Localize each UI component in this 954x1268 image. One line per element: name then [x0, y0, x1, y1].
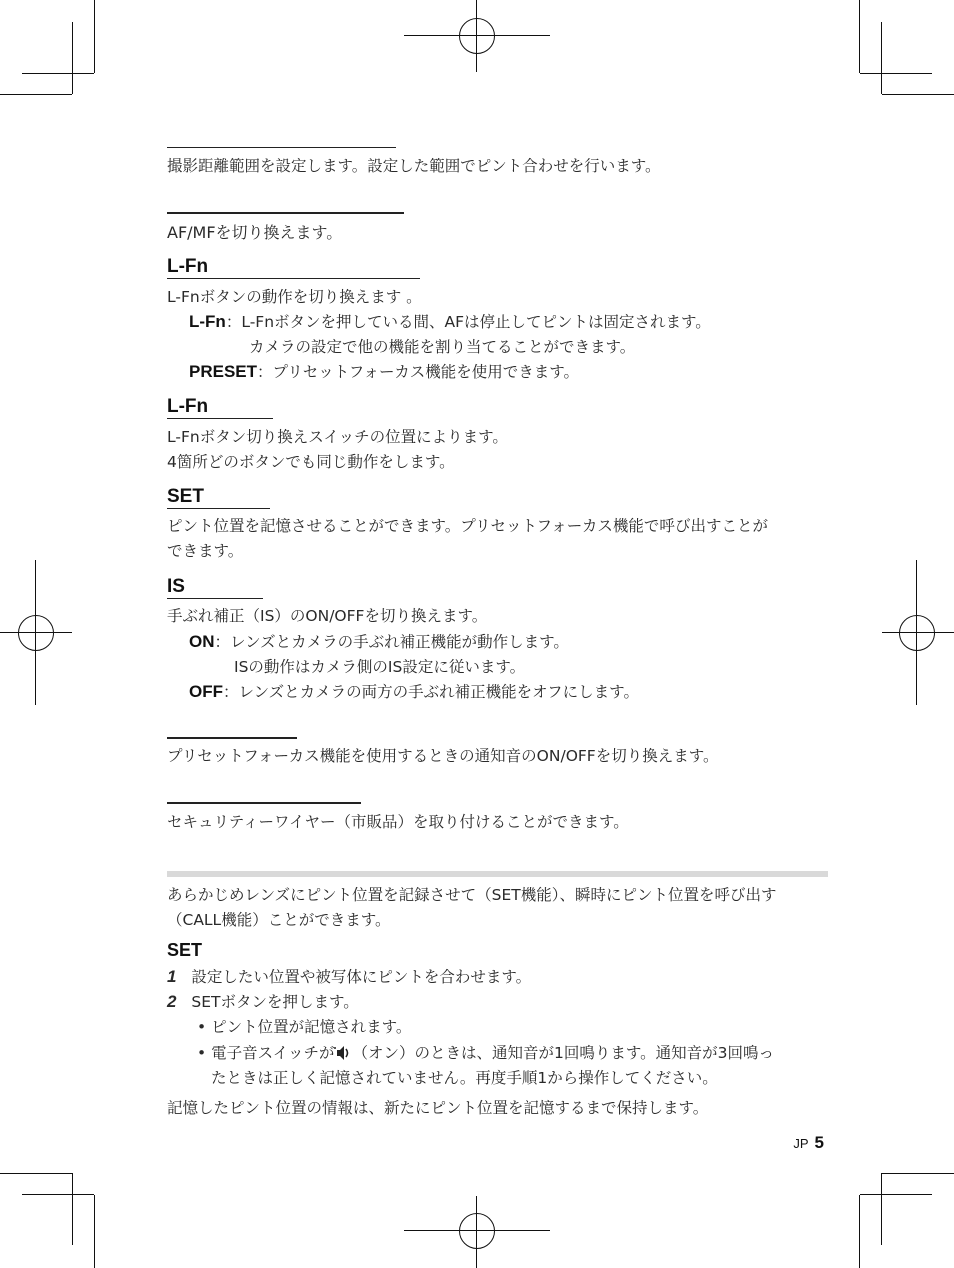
section-rule	[167, 802, 361, 804]
focus-limiter-description: 撮影距離範囲を設定します。設定した範囲でピント合わせを行います。	[167, 157, 661, 175]
language-label: JP	[793, 1136, 809, 1151]
page-number: 5	[814, 1133, 824, 1152]
is-option-on	[189, 630, 569, 652]
preset-note: 記憶したピント位置の情報は、新たにピント位置を記憶するまで保持します。	[167, 1099, 709, 1117]
bullet-2-text-b: （オン）のときは、通知音が1回鳴ります。通知音が3回鳴っ	[352, 1044, 774, 1062]
section-rule	[167, 737, 297, 739]
lfn-option-label: L-Fn	[189, 312, 226, 331]
step-2	[167, 990, 359, 1012]
off-option-label: OFF	[189, 682, 223, 701]
section-divider-bar	[167, 871, 828, 877]
on-option-text: ：レンズとカメラの手ぶれ補正機能が動作します。	[214, 633, 569, 651]
step-text: 設定したい位置や被写体にピントを合わせます。	[191, 968, 532, 986]
preset-intro-2: （CALL機能）ことができます。	[167, 911, 391, 929]
preset-set-heading: SET	[167, 940, 203, 960]
preset-option-text: ：プリセットフォーカス機能を使用できます。	[257, 363, 579, 381]
lfn-switch-line-1: L-Fnボタン切り換えスイッチの位置によります。	[167, 428, 508, 446]
wire-description: セキュリティーワイヤー（市販品）を取り付けることができます。	[167, 813, 629, 831]
lfn-switch-heading: L-Fn	[167, 396, 209, 417]
set-heading: SET	[167, 486, 204, 507]
step-number: 1	[167, 967, 177, 986]
on-option-label: ON	[189, 632, 215, 651]
lfn-option-preset	[189, 360, 579, 382]
step-text: SETボタンを押します。	[191, 993, 359, 1011]
on-option-text-2: ISの動作はカメラ側のIS設定に従います。	[234, 658, 526, 676]
lfn-description: L-Fnボタンの動作を切り換えます 。	[167, 288, 422, 306]
is-heading: IS	[167, 576, 185, 597]
sound-description: プリセットフォーカス機能を使用するときの通知音のON/OFFを切り換えます。	[167, 747, 719, 765]
lfn-option-text: ：L-Fnボタンを押している間、AFは停止してピントは固定されます。	[225, 313, 711, 331]
bullet-2-text-a: • 電子音スイッチが	[197, 1044, 335, 1062]
section-rule	[167, 147, 396, 148]
off-option-text: ：レンズとカメラの両方の手ぶれ補正機能をオフにします。	[223, 683, 639, 701]
af-mf-description: AF/MFを切り換えます。	[167, 223, 343, 242]
section-rule	[167, 418, 273, 419]
speaker-icon	[334, 1045, 352, 1065]
step-1	[167, 965, 531, 987]
lfn-switch-line-2: 4箇所どのボタンでも同じ動作をします。	[167, 453, 455, 471]
is-option-off	[189, 680, 639, 702]
preset-intro-1: あらかじめレンズにピント位置を記録させて（SET機能）、瞬時にピント位置を呼び出す	[167, 886, 777, 904]
set-line-1: ピント位置を記憶させることができます。プリセットフォーカス機能で呼び出すことが	[167, 517, 768, 535]
step-number: 2	[167, 992, 177, 1011]
section-rule	[167, 212, 404, 214]
lfn-heading: L-Fn	[167, 256, 209, 277]
lfn-option-lfn	[189, 310, 711, 332]
page-footer	[793, 1133, 824, 1153]
bullet-2-continuation: たときは正しく記憶されていません。再度手順1から操作してください。	[211, 1069, 718, 1087]
section-rule	[167, 598, 263, 599]
section-rule	[167, 508, 270, 509]
is-description: 手ぶれ補正（IS）のON/OFFを切り換えます。	[167, 607, 488, 625]
preset-option-label: PRESET	[189, 362, 258, 381]
set-line-2: できます。	[167, 542, 244, 560]
lfn-option-text-2: カメラの設定で他の機能を割り当てることができます。	[249, 338, 636, 356]
section-rule	[167, 278, 420, 279]
bullet-2	[197, 1041, 774, 1065]
bullet-1: • ピント位置が記憶されます。	[197, 1018, 412, 1036]
